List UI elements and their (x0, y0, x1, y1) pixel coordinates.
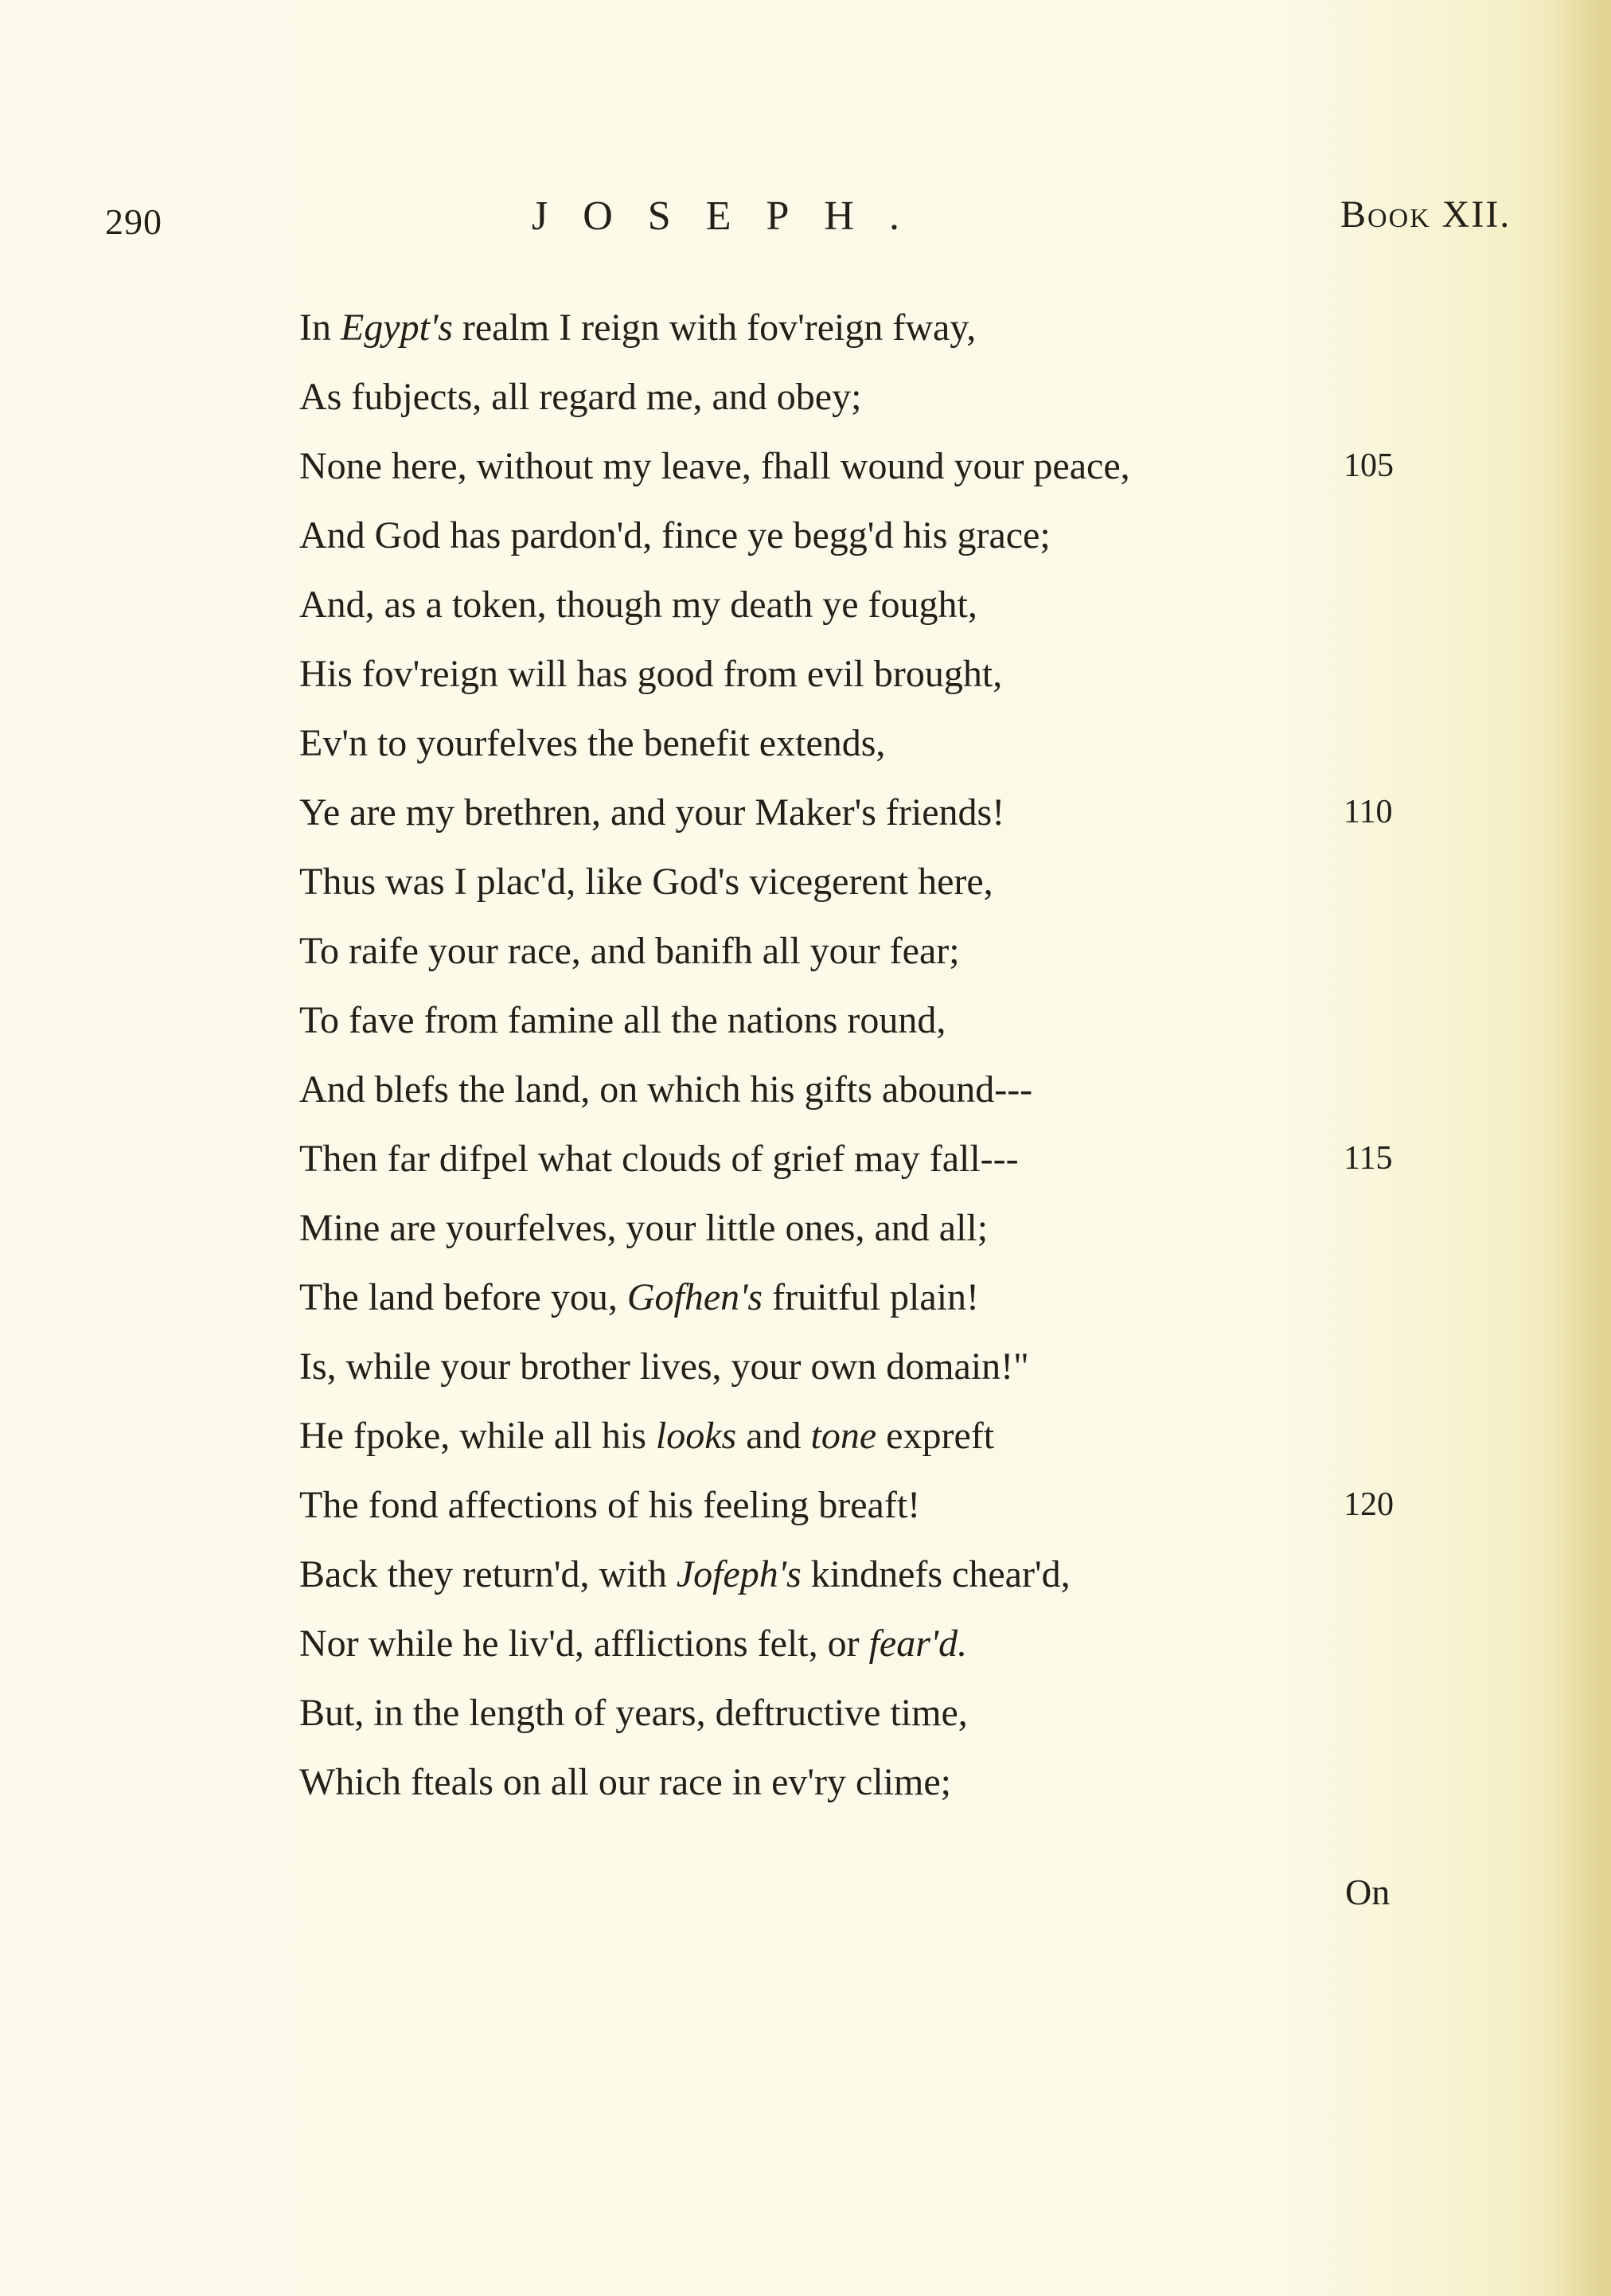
verse-line: His fov'reign will has good from evil brought, (299, 653, 1003, 695)
line-number: 115 (1344, 1140, 1393, 1177)
verse-line: In Egypt's realm I reign with fov'reign fway, (299, 307, 977, 349)
verse-line: Mine are yourfelves, your little ones, and all; (299, 1207, 989, 1249)
verse-line: But, in the length of years, deftructive time, (299, 1692, 968, 1734)
verse-line: The fond affections of his feeling breaft! 120 (299, 1470, 1430, 1540)
verse-line: Is, while your brother lives, your own domain!" (299, 1345, 1029, 1388)
verse-line: Nor while he liv'd, afflictions felt, or fear'd. (299, 1622, 968, 1665)
line-number: 105 (1344, 447, 1394, 484)
catchword: On (1345, 1872, 1391, 1912)
line-number: 110 (1344, 794, 1393, 830)
verse-line: And God has pardon'd, fince ye begg'd his grace; (299, 514, 1051, 556)
line-number: 120 (1344, 1486, 1394, 1523)
verse-line: And, as a token, though my death ye fought, (299, 584, 977, 626)
verse-line: Which fteals on all our race in ev'ry clime; (299, 1761, 951, 1803)
verse-line: Ye are my brethren, and your Maker's friends! 110 (299, 778, 1430, 847)
verse-line: None here, without my leave, fhall wound your peace, 105 (299, 431, 1430, 501)
verse-line: Thus was I plac'd, like God's vicegerent here, (299, 861, 993, 903)
running-title: JOSEPH. (532, 193, 934, 239)
page-number: 290 (105, 201, 162, 242)
page-edge-shading (1555, 0, 1611, 2296)
verse-line: He fpoke, while all his looks and tone expreft (299, 1415, 995, 1457)
verse-line: Then far difpel what clouds of grief may fall--- 115 (299, 1124, 1430, 1193)
verse-line: Back they return'd, with Jofeph's kindnefs chear'd, (299, 1553, 1071, 1595)
verse-block (299, 293, 1430, 1817)
verse-line: Ev'n to yourfelves the benefit extends, (299, 722, 886, 764)
verse-line: The land before you, Gofhen's fruitful plain! (299, 1276, 980, 1318)
verse-line: To raife your race, and banifh all your fear; (299, 930, 960, 972)
verse-line: To fave from famine all the nations round, (299, 999, 946, 1041)
verse-line: As fubjects, all regard me, and obey; (299, 376, 862, 418)
verse-line: And blefs the land, on which his gifts abound--- (299, 1068, 1033, 1111)
book-label: Book XII. (1340, 193, 1512, 236)
